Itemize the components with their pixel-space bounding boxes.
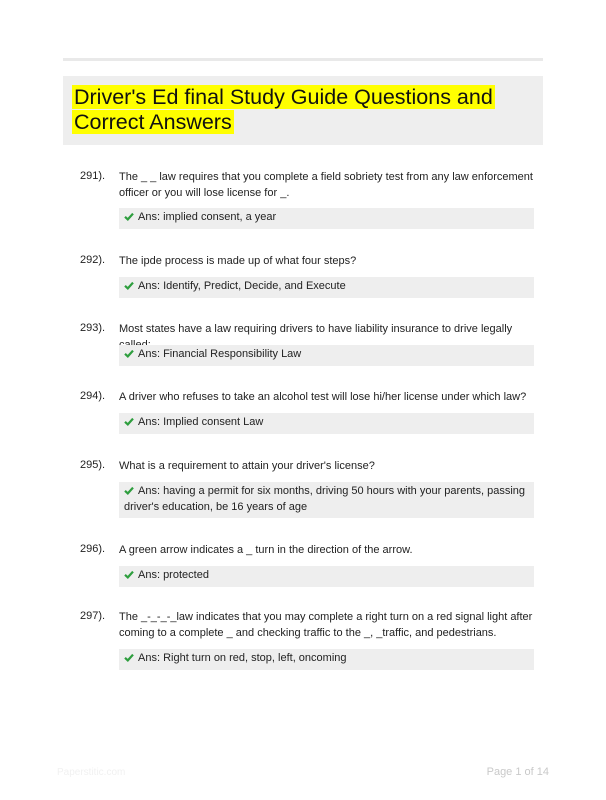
question-text: A driver who refuses to take an alcohol test will lose hi/her license under which law? [119,391,527,403]
footer-watermark: Paperstitic.com [57,767,126,778]
answer-box [119,345,534,366]
check-icon [124,281,134,290]
top-divider [63,58,543,61]
answer-box [119,277,534,298]
question-number: 293). [80,322,106,334]
question-number: 296). [80,543,106,555]
answer-text: Ans: Implied consent Law [138,416,264,428]
check-icon [124,486,134,495]
question-text: Most states have a law requiring drivers to have liability insurance to drive legally [119,323,513,335]
question-text: What is a requirement to attain your driver's license? [119,460,375,472]
question-number: 295). [80,459,106,471]
question-text: The _-_-_-_law indicates that you may complete a right turn on a red signal light after coming to a complete _ and checking traffic to the _, _traffic, and pedestrians. [119,611,533,639]
answer-box [119,649,534,670]
question-number: 291). [80,170,106,182]
title-box [63,76,543,145]
answer-box [119,413,534,434]
answer-text: Ans: having a permit for six months, driving 50 hours with your parents, passing driver's education, be 16 years of age [124,485,526,513]
answer-text: Ans: Financial Responsibility Law [138,348,302,360]
question-number: 297). [80,610,106,622]
check-icon [124,570,134,579]
question-text: The _ _ law requires that you complete a field sobriety test from any law enforcement officer or you will lose license for _. [119,171,533,199]
answer-text: Ans: Identify, Predict, Decide, and Execute [138,280,346,292]
check-icon [124,349,134,358]
check-icon [124,417,134,426]
check-icon [124,653,134,662]
answer-text: Ans: protected [138,569,209,581]
answer-text: Ans: implied consent, a year [138,211,277,223]
check-icon [124,212,134,221]
answer-box [119,482,534,518]
question-text: A green arrow indicates a _ turn in the direction of the arrow. [119,544,413,556]
question-number: 294). [80,390,106,402]
answer-box [119,566,534,587]
title-highlight: Driver's Ed final Study Guide Questions and Correct Answers [74,85,493,134]
page-indicator: Page 1 of 14 [486,766,549,778]
page-title [72,85,502,135]
answer-box [119,208,534,229]
question-number: 292). [80,254,106,266]
question-text: The ipde process is made up of what four steps? [119,255,357,267]
answer-text: Ans: Right turn on red, stop, left, oncoming [138,652,347,664]
